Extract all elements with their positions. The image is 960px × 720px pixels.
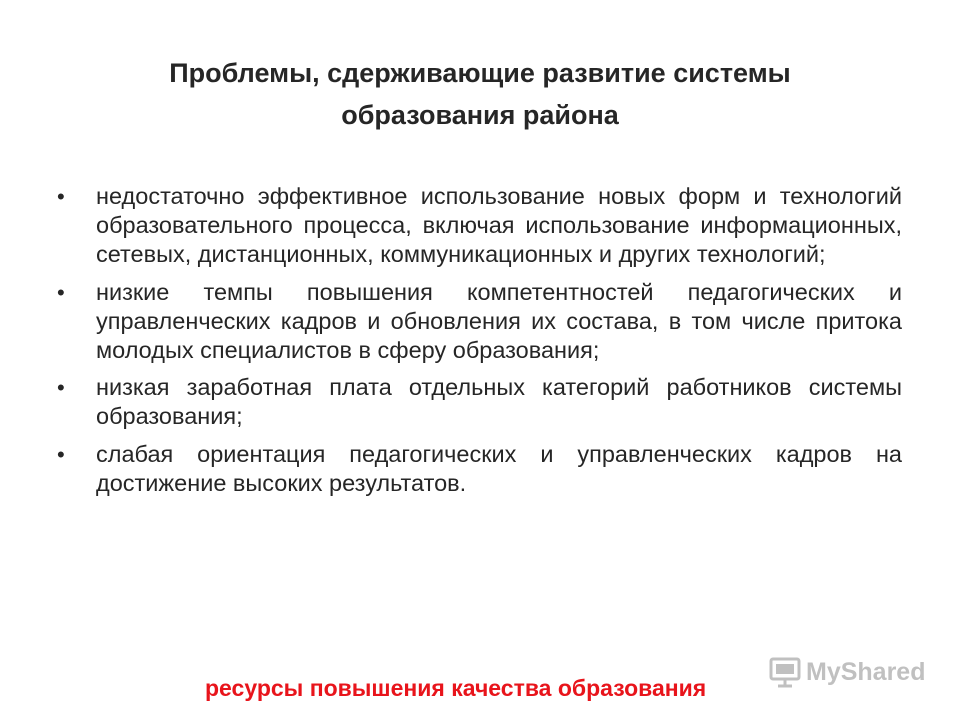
watermark[interactable] <box>768 655 925 689</box>
bullet-text: низкие темпы повышения компетентностей педагогических и управленческих кадров и обновления их состава, в том числе притока молодых специалистов в сферу образования; <box>96 278 902 364</box>
title-line-1: Проблемы, сдерживающие развитие системы <box>169 58 791 88</box>
footer-caption: ресурсы повышения качества образования <box>205 675 707 701</box>
bullet-icon: • <box>57 279 65 305</box>
bullet-list <box>56 182 902 498</box>
list-item <box>56 373 902 431</box>
list-item <box>56 278 902 366</box>
bullet-icon: • <box>57 441 65 467</box>
watermark-text: MyShared <box>806 658 926 686</box>
bullet-icon: • <box>57 375 65 401</box>
presentation-board-icon <box>768 655 802 689</box>
bullet-text: низкая заработная плата отдельных категорий работников системы образования; <box>96 374 902 430</box>
bullet-text: слабая ориентация педагогических и управленческих кадров на достижение высоких результатов. <box>96 440 902 496</box>
list-item <box>56 182 902 270</box>
bullet-text: недостаточно эффективное использование новых форм и технологий образовательного процесса, включая использование информационных, сетевых, дистанционных, коммуникационных и других технологий; <box>96 183 902 268</box>
title-line-2: образования района <box>341 100 619 130</box>
page-title <box>0 52 960 136</box>
bullet-icon: • <box>57 184 65 209</box>
list-item <box>56 440 902 498</box>
